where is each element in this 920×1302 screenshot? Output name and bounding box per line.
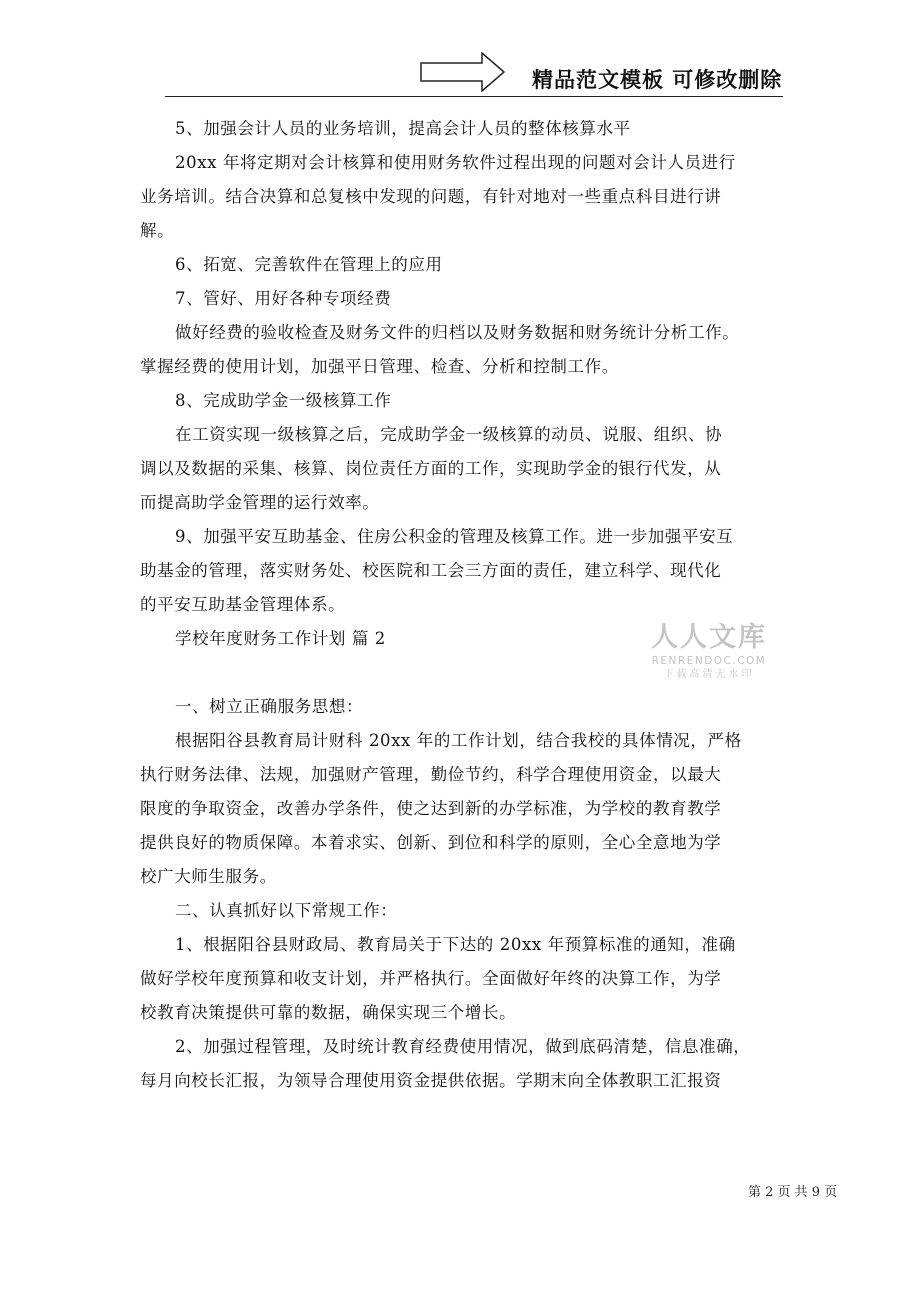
watermark-slogan: 下载高清无水印 (663, 669, 755, 680)
body-line: 做好经费的验收检查及财务文件的归档以及财务数据和财务统计分析工作。 (175, 323, 740, 342)
body-line: 校教育决策提供可靠的数据，确保实现三个增长。 (140, 1003, 517, 1022)
body-line: 1、根据阳谷县财政局、教育局关于下达的 20xx 年预算标准的通知，准确 (175, 935, 736, 954)
body-line: 5、加强会计人员的业务培训，提高会计人员的整体核算水平 (175, 119, 631, 138)
document-body (140, 112, 805, 1098)
watermark-brand: 人人文库 (651, 622, 767, 653)
header-divider (165, 96, 783, 97)
body-line: 8、完成助学金一级核算工作 (175, 391, 392, 410)
body-line: 的平安互助基金管理体系。 (140, 595, 346, 614)
header-title: 精品范文模板 可修改删除 (532, 68, 783, 92)
body-line: 限度的争取资金，改善办学条件，使之达到新的办学标准，为学校的教育教学 (140, 799, 722, 818)
body-line: 每月向校长汇报，为领导合理使用资金提供依据。学期末向全体教职工汇报资 (140, 1071, 722, 1090)
body-line: 解。 (140, 221, 175, 240)
body-line: 根据阳谷县教育局计财科 20xx 年的工作计划，结合我校的具体情况，严格 (175, 731, 742, 750)
watermark (644, 622, 774, 682)
body-line: 执行财务法律、法规，加强财产管理，勤俭节约，科学合理使用资金，以最大 (140, 765, 722, 784)
body-line: 掌握经费的使用计划，加强平日管理、检查、分析和控制工作。 (140, 357, 619, 376)
body-line: 提供良好的物质保障。本着求实、创新、到位和科学的原则，全心全意地为学 (140, 833, 722, 852)
body-line: 20xx 年将定期对会计核算和使用财务软件过程出现的问题对会计人员进行 (175, 153, 736, 172)
body-line: 一、树立正确服务思想： (175, 697, 364, 716)
body-line: 学校年度财务工作计划 篇 2 (175, 629, 386, 648)
body-line: 调以及数据的采集、核算、岗位责任方面的工作，实现助学金的银行代发，从 (140, 459, 722, 478)
body-line: 做好学校年度预算和收支计划，并严格执行。全面做好年终的决算工作，为学 (140, 969, 722, 988)
body-line: 7、管好、用好各种专项经费 (175, 289, 392, 308)
body-line: 6、拓宽、完善软件在管理上的应用 (175, 255, 443, 274)
body-line: 业务培训。结合决算和总复核中发现的问题，有针对地对一些重点科目进行讲 (140, 187, 722, 206)
arrow-right-icon (420, 52, 505, 92)
body-line: 2、加强过程管理，及时统计教育经费使用情况，做到底码清楚，信息准确， (175, 1037, 751, 1056)
page-number: 第 2 页 共 9 页 (748, 1185, 838, 1200)
body-line: 9、加强平安互助基金、住房公积金的管理及核算工作。进一步加强平安互 (175, 527, 734, 546)
body-line: 校广大师生服务。 (140, 867, 277, 886)
body-line: 而提高助学金管理的运行效率。 (140, 493, 380, 512)
watermark-domain: RENRENDOC.COM (651, 655, 767, 667)
body-line: 在工资实现一级核算之后，完成助学金一级核算的动员、说服、组织、协 (175, 425, 723, 444)
body-line: 助基金的管理，落实财务处、校医院和工会三方面的责任，建立科学、现代化 (140, 561, 722, 580)
body-line: 二、认真抓好以下常规工作： (175, 901, 398, 920)
page-header (0, 0, 920, 100)
